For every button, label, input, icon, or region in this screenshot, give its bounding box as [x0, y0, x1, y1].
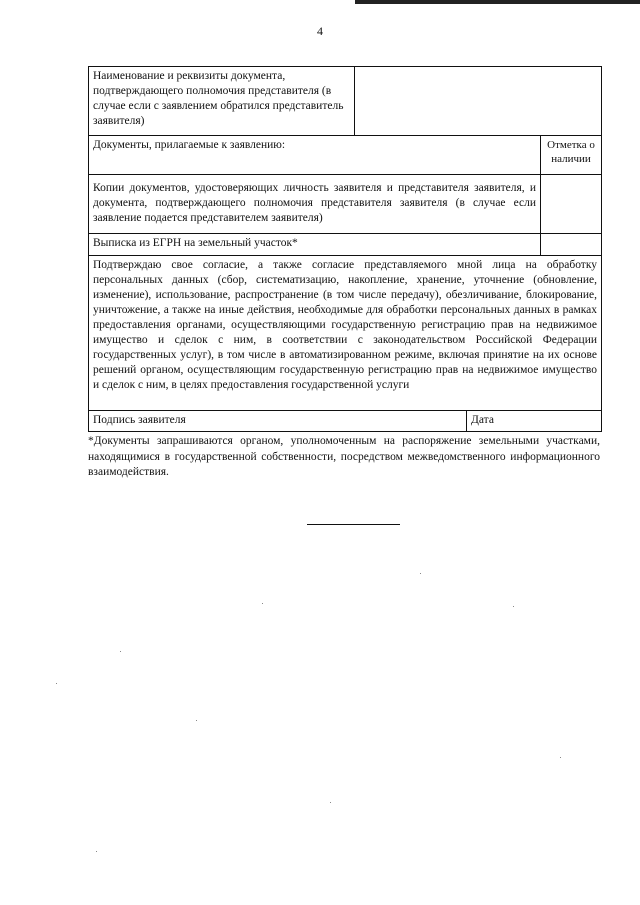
scan-speck	[56, 683, 57, 684]
availability-mark-header: Отметка о наличии	[541, 136, 602, 175]
identity-copies-mark[interactable]	[541, 175, 602, 234]
egrn-extract-mark[interactable]	[541, 234, 602, 256]
application-form-table	[88, 66, 602, 432]
table-row	[89, 411, 602, 432]
attached-documents-label: Документы, прилагаемые к заявлению:	[89, 136, 541, 175]
scan-speck	[560, 757, 561, 758]
page-number: 4	[317, 24, 323, 38]
table-row	[89, 67, 602, 136]
end-rule	[307, 524, 400, 525]
date-label: Дата	[467, 411, 602, 432]
table-row	[89, 256, 602, 411]
scan-speck	[330, 802, 331, 803]
table-row	[89, 136, 602, 175]
scan-speck	[513, 606, 514, 607]
scan-speck	[420, 573, 421, 574]
table-row	[89, 175, 602, 234]
scan-speck	[120, 651, 121, 652]
footnote: *Документы запрашиваются органом, уполномоченным на распоряжение земельными участками, находящимися в государственной собственности, посредством межведомственного информационного взаимодействия.	[88, 435, 600, 479]
table-row	[89, 234, 602, 256]
scan-speck	[96, 851, 97, 852]
scan-speck	[196, 720, 197, 721]
scan-speck	[262, 603, 263, 604]
representative-document-label: Наименование и реквизиты документа, подтверждающего полномочия представителя (в случае если с заявлением обратился представитель заявителя)	[89, 67, 355, 136]
egrn-extract-label: Выписка из ЕГРН на земельный участок*	[89, 234, 541, 256]
personal-data-consent: Подтверждаю свое согласие, а также согласие представляемого мной лица на обработку персональных данных (сбор, систематизацию, накопление, хранение, уточнение (обновление, изменение), использование, распространение (в том числе передачу), обезличивание, блокирование, уничтожение, а также на иные действия, необходимые для обработки персональных данных в рамках предоставления органами, осуществляющими государственную регистрацию прав на недвижимое имущество и сделок с ним, в соответствии с законодательством Российской Федерации государственных услуг), в том числе в автоматизированном режиме, включая принятие на их основе решений органом, осуществляющим государственную регистрацию прав на недвижимое имущество и сделок с ним, в целях предоставления государственной услуги	[89, 256, 602, 411]
signature-label: Подпись заявителя	[89, 411, 467, 432]
representative-document-value[interactable]	[355, 67, 602, 136]
scan-edge	[355, 0, 640, 4]
identity-copies-label: Копии документов, удостоверяющих личность заявителя и представителя заявителя, и документа, подтверждающего полномочия представителя заявителя (в случае если заявление подается представителем заявителя)	[89, 175, 541, 234]
